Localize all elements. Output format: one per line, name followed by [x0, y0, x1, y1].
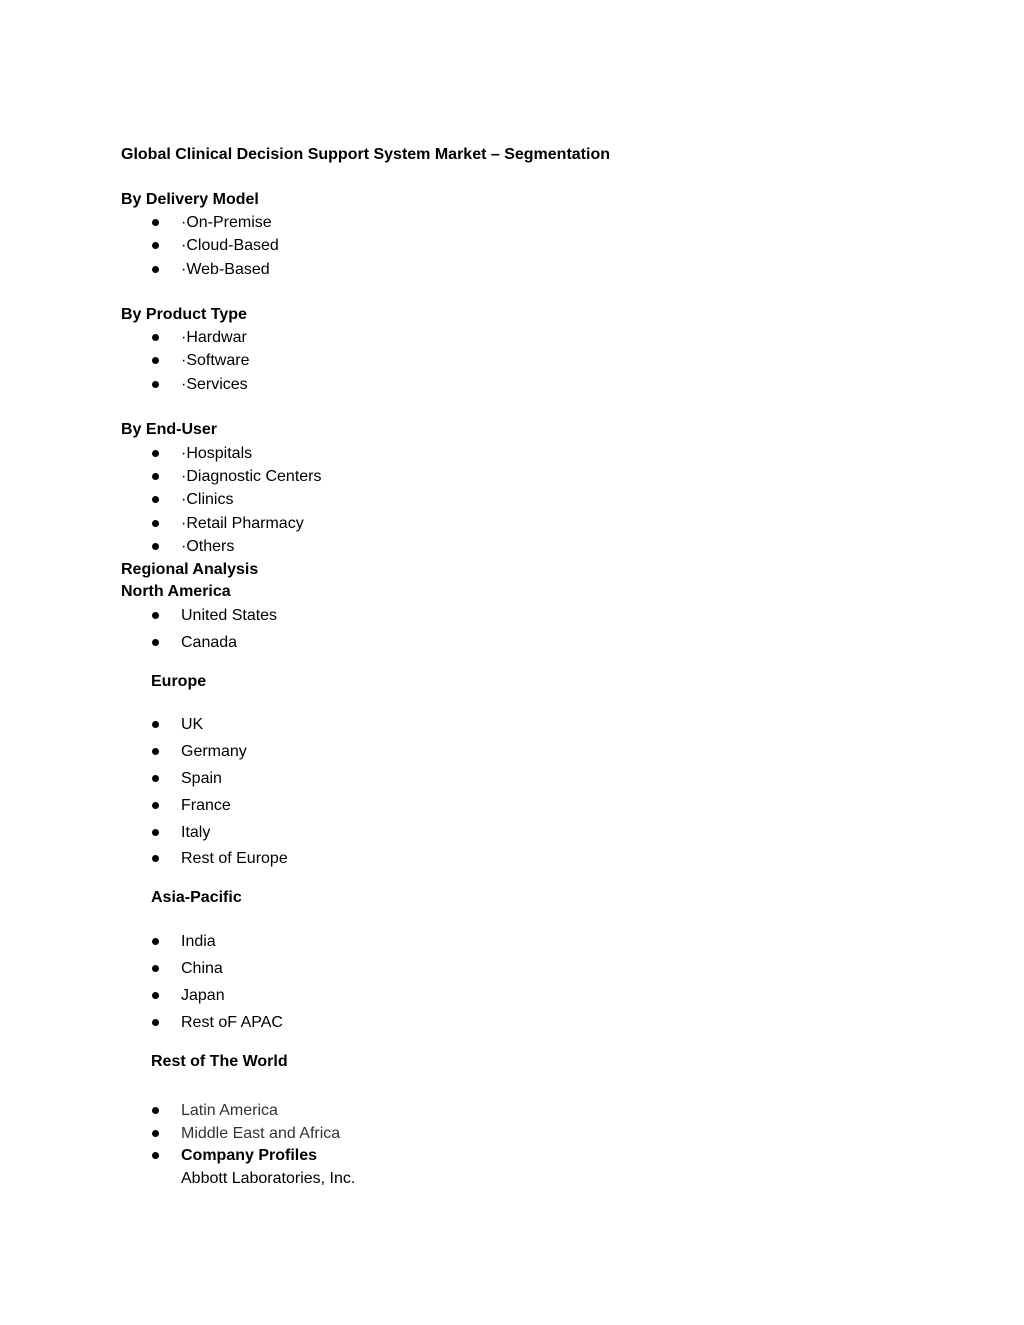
section-heading-product-type: By Product Type [121, 306, 247, 323]
region-heading-north-america: North America [121, 583, 231, 600]
list-item: ·Diagnostic Centers [181, 468, 322, 485]
section-heading-company-profiles: Company Profiles [181, 1147, 318, 1164]
list-item: ·Cloud-Based [181, 237, 279, 254]
bullet-icon [152, 266, 159, 273]
list-item: Rest of Europe [181, 850, 288, 867]
list-item: China [181, 960, 223, 977]
bullet-icon [152, 543, 159, 550]
bullet-icon [152, 450, 159, 457]
bullet-icon [152, 639, 159, 646]
list-item: Latin America [181, 1102, 278, 1119]
bullet-icon [152, 1107, 159, 1114]
section-heading-delivery-model: By Delivery Model [121, 191, 259, 208]
bullet-icon [152, 992, 159, 999]
list-item: India [181, 933, 216, 950]
bullet-icon [152, 829, 159, 836]
list-item: Italy [181, 824, 211, 841]
bullet-icon [152, 612, 159, 619]
section-heading-end-user: By End-User [121, 421, 218, 438]
bullet-icon [152, 357, 159, 364]
list-item: Spain [181, 770, 222, 787]
bullet-icon [152, 334, 159, 341]
region-heading-europe: Europe [151, 673, 207, 690]
bullet-icon [152, 965, 159, 972]
bullet-icon [152, 1019, 159, 1026]
bullet-icon [152, 721, 159, 728]
bullet-icon [152, 473, 159, 480]
list-item: UK [181, 716, 204, 733]
list-item: Japan [181, 987, 225, 1004]
list-item: France [181, 797, 231, 814]
list-item: United States [181, 607, 278, 624]
list-item: ·Hospitals [181, 445, 253, 462]
bullet-icon [152, 242, 159, 249]
list-item: ·Others [181, 538, 235, 555]
list-item: Germany [181, 743, 247, 760]
list-item: ·Clinics [181, 491, 234, 508]
region-heading-rest-of-world: Rest of The World [151, 1053, 288, 1070]
list-item: ·Retail Pharmacy [181, 515, 304, 532]
list-item: ·On-Premise [181, 214, 272, 231]
bullet-icon [152, 496, 159, 503]
bullet-icon [152, 219, 159, 226]
bullet-icon [152, 802, 159, 809]
list-item: ·Hardwar [181, 329, 247, 346]
section-heading-regional-analysis: Regional Analysis [121, 561, 259, 578]
bullet-icon [152, 1130, 159, 1137]
bullet-icon [152, 520, 159, 527]
company-name: Abbott Laboratories, Inc. [181, 1170, 356, 1187]
list-item: ·Web-Based [181, 261, 270, 278]
list-item: Rest oF APAC [181, 1014, 283, 1031]
bullet-icon [152, 1152, 159, 1159]
bullet-icon [152, 381, 159, 388]
bullet-icon [152, 775, 159, 782]
bullet-icon [152, 938, 159, 945]
bullet-icon [152, 855, 159, 862]
bullet-icon [152, 748, 159, 755]
region-heading-asia-pacific: Asia-Pacific [151, 889, 242, 906]
list-item: Canada [181, 634, 238, 651]
document-title: Global Clinical Decision Support System Market – Segmentation [121, 146, 610, 163]
list-item: ·Services [181, 376, 248, 393]
list-item: ·Software [181, 352, 250, 369]
list-item: Middle East and Africa [181, 1125, 341, 1142]
